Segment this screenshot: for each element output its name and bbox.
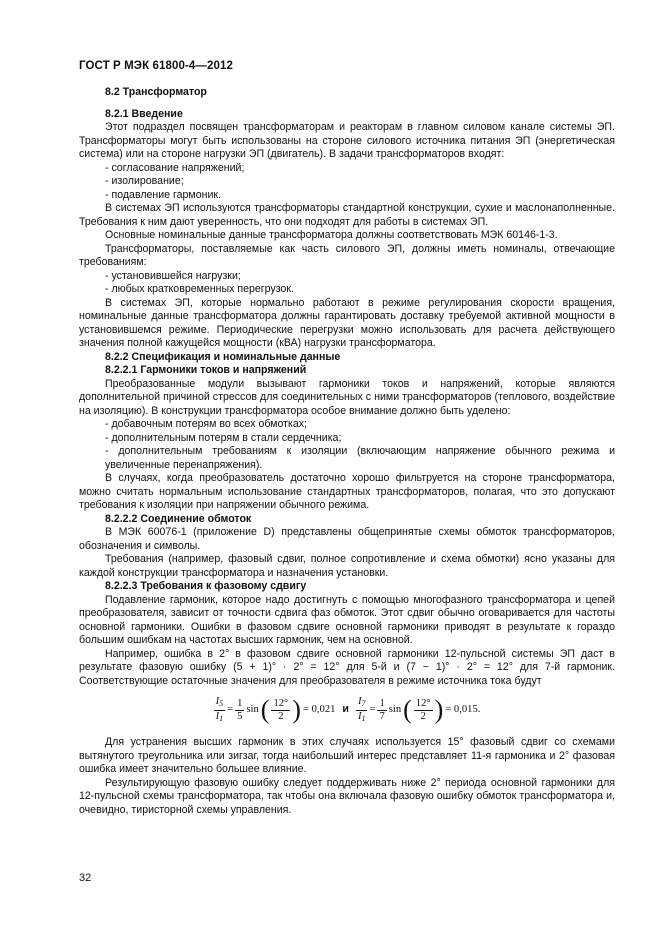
paragraph: Трансформаторы, поставляемые как часть силового ЭП, должны иметь номиналы, отвечающие требованиям: <box>79 242 615 268</box>
paragraph: В системах ЭП используются трансформаторы стандартной конструкции, сухие и маслонаполненные. Требования к ним дают уверенность, что они подходят для работы в системах ЭП. <box>79 202 615 228</box>
list-item: - добавочным потерям во всех обмотках; <box>105 418 307 430</box>
list-item: - согласование напряжений; <box>105 161 245 174</box>
section-heading: 8.2.1 Введение <box>105 107 183 120</box>
section-heading: 8.2.2.1 Гармоники токов и напряжений <box>105 364 307 376</box>
paragraph: Подавление гармоник, которое надо достигнуть с помощью многофазного трансформатора и цепей преобразователя, зависит от точности сдвига фаз обмоток. Этот сдвиг обычно оговаривается для частоты основной гармоники. Ошибки в фазовом сдвиге основной гармоники приводят в результате к гораздо большим ошибкам на частотах высших гармоник, чем на основной. <box>79 593 615 646</box>
paragraph: Этот подраздел посвящен трансформаторам и реакторам в главном силовом канале системы ЭП. Трансформаторы могут быть использованы на стороне силового источника питания ЭП (энергетическая система) или на стороне нагрузки ЭП (двигатель). В задачи трансформаторов входят: <box>79 121 615 160</box>
fraction-i7-i1: $\frac{I_7}{I_1}$ <box>357 695 366 723</box>
fraction-angle-2: $\frac{12^\circ}{2}$ <box>415 697 431 722</box>
section-heading: 8.2.2 Спецификация и номинальные данные <box>105 350 341 363</box>
paragraph: Основные номинальные данные трансформатора должны соответствовать МЭК 60146-1-3. <box>105 229 558 241</box>
list-item: - дополнительным требованиям к изоляции (включающим напряжение обычного режима и увеличенные перенапряжения). <box>105 445 615 471</box>
paragraph: Преобразованные модули вызывают гармоники токов и напряжений, которые являются дополнительной причиной стрессов для соединительных с ними трансформаторов (теплового, воздействие на изоляцию). В конструкции трансформатора особое внимание должно быть уделено: <box>79 377 615 417</box>
fraction-i5-i1: $\frac{I_5}{I_1}$ <box>215 695 224 723</box>
document-body <box>79 86 615 817</box>
fraction-angle-1: $\frac{12^\circ}{2}$ <box>273 697 289 722</box>
list-item: - изолирование; <box>105 175 184 187</box>
section-heading: 8.2.2.2 Соединение обмоток <box>105 512 252 525</box>
paragraph: Для устранения высших гармоник в этих случаях используется 15° фазовый сдвиг со схемами вытянутого треугольника или зигзаг, тогда наибольший интерес представляет 11-я гармоника и 2° фазовая ошибка имеет значительно большее влияние. <box>79 736 615 775</box>
paragraph: Например, ошибка в 2° в фазовом сдвиге основной гармоники 12-пульсной системы ЭП даст в результате фазовую ошибку (5 + 1)° · 2° = 12° для 5-й и (7 − 1)° · 2° = 12° для 7-й гармоник. Соответствующие остаточные значения для преобразователя в режиме источника тока будут <box>79 647 615 687</box>
document-header: ГОСТ Р МЭК 61800-4—2012 <box>79 60 233 72</box>
harmonic-formula: $\frac{I_5}{I_1}$ = $\frac{1}{5}$ sin ( $\frac{12^\circ}{2}$ ) = 0,021 и $\frac{I_7}{I_1}$ = $\frac{1}{7}$ sin ( $\frac{12^\circ}{2}$ ) = 0,015. <box>215 695 481 724</box>
fraction-1-7: $\frac{1}{7}$ <box>379 697 385 722</box>
paragraph: Требования (например, фазовый сдвиг, полное сопротивление и схема обмотки) ясно указаны для каждой конструкции трансформатора и назначения установки. <box>79 553 615 579</box>
list-item: - дополнительным потерям в стали сердечника; <box>105 431 342 444</box>
list-item: - любых кратковременных перегрузок. <box>105 283 294 295</box>
list-item: - подавление гармоник. <box>105 188 221 201</box>
section-heading: 8.2.2.3 Требования к фазовому сдвигу <box>105 580 307 592</box>
paragraph: В случаях, когда преобразователь достаточно хорошо фильтруется на стороне трансформатора, можно считать нормальным использование стандартных трансформаторов, полагая, что это допускают требования к изоляции при напряжении обычного режима. <box>79 472 615 511</box>
list-item: - установившейся нагрузки; <box>105 269 241 282</box>
paragraph: В МЭК 60076-1 (приложение D) представлены общепринятые схемы обмоток трансформаторов, обозначения и символы. <box>79 526 615 552</box>
page-number: 32 <box>79 872 92 884</box>
fraction-1-5: $\frac{1}{5}$ <box>237 697 243 722</box>
section-heading: 8.2 Трансформатор <box>105 86 207 98</box>
paragraph: Результирующую фазовую ошибку следует поддерживать ниже 2° периода основной гармоники для 12-пульсной схемы трансформатора, так чтобы она включала фазовую ошибку обмоток трансформатора и, очевидно, тиристорной схемы управления. <box>79 776 615 816</box>
paragraph: В системах ЭП, которые нормально работают в режиме регулирования скорости вращения, номинальные данные трансформатора должны гарантировать доставку требуемой активной мощности в установившемся режиме. Периодические перегрузки можно использовать для расчета действующего значения полной кажущейся мощности (кВА) нагрузки трансформатора. <box>79 296 615 349</box>
